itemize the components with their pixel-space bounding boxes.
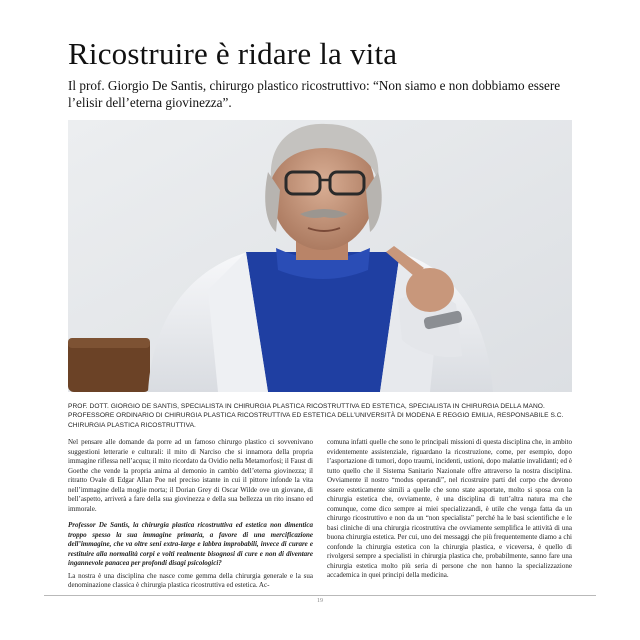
body-paragraph: Nel pensare alle domande da porre ad un famoso chirurgo plastico ci sovvenivano suggestioni letterarie e culturali: il mito di Narciso che si innamora della propria immagine riflessa nell’acqua; il mito ricordato da Ovidio nella Metamorfosi; il Faust di Goethe che vende la propria anima al demonio in cambio dell’eterna giovinezza; il ritratto Ovale di Edgar Allan Poe nel preciso istante in cui il pittore infonde la vita nell’immagine della moglie morta; il Dorian Grey di Oscar Wilde ove un giovane, di bell’aspetto, arriverà a fare della sua giovinezza e della sua bellezza un rito insano ed immorale.	[68, 438, 313, 513]
portrait-illustration	[68, 120, 572, 392]
body-paragraph: comuna infatti quelle che sono le principali missioni di questa disciplina che, in ambito evidentemente assistenziale, riguardano la ricostruzione, come, per esempio, dopo l’asportazione di tumori, dopo traumi, incidenti, ustioni, dopo malattie invalidanti; ed è tutto quello che il Sistema Sanitario Nazionale offre attraverso la nostra disciplina. Ovviamente il nostro “modus operandi”, nel ricostruire parti del corpo che devono essere esteticamente simili a quelle che sono state asportate, molto si sposa con la chirurgia estetica che, ovviamente, è una disciplina di tutt’altra natura ma che comunque, come dico sempre ai miei specializzandi, è utile che venga fatta da un chirurgo ricostruttivo e non da un “non specialista” perché ha le basi scientifiche e le basi cliniche di una chirurgia ricostruttiva che ovviamente semplifica le attività di una buona chirurgia estetica. Per cui, uno dei messaggi che più frequentemente diamo a chi confonde la chirurgia estetica con la chirurgia plastica, e viceversa, è quello di rivolgersi sempre a specialisti in chirurgia plastica che, probabilmente, sanno fare una chirurgia estetica molto più seria di persone che non hanno la specializzazione accademica in quei principi della medicina.	[327, 438, 572, 579]
article-subheadline: Il prof. Giorgio De Santis, chirurgo plastico ricostruttivo: “Non siamo e non dobbiamo essere l’elisir dell’eterna giovinezza”.	[68, 78, 561, 110]
interview-question: Professor De Santis, la chirurgia plastica ricostruttiva ed estetica non dimentica troppo spesso la sua immagine primaria, a favore di una mercificazione dell’immagine, che va oltre seni extra-large e labbra improbabili, invece di curare e restituire alla normalità corpi e volti realmente bisognosi di cure e non di diventare ingannevole panacea per profondi disagi psicologici?	[68, 521, 313, 567]
photo-caption: PROF. DOTT. GIORGIO DE SANTIS, SPECIALISTA IN CHIRURGIA PLASTICA RICOSTRUTTIVA ED ESTETICA, SPECIALISTA IN CHIRURGIA DELLA MANO. PROFESSORE ORDINARIO DI CHIRURGIA PLASTICA RICOSTRUTTIVA ED ESTETICA DELL’UNIVERSITÀ DI MODENA E REGGIO EMILIA, RESPONSABILE S.C. CHIRURGIA PLASTICA RICOSTRUTTIVA.	[68, 403, 564, 429]
page-number: 19	[317, 598, 323, 604]
article-column-left	[68, 438, 313, 598]
article-column-right	[327, 438, 572, 588]
article-headline: Ricostruire è ridare la vita	[68, 36, 398, 71]
footer-divider	[44, 595, 596, 596]
portrait-photo	[68, 120, 572, 392]
body-paragraph: La nostra è una disciplina che nasce come gemma della chirurgia generale e la sua denominazione classica è chirurgia plastica ricostruttiva ed estetica. Ac-	[68, 571, 313, 589]
